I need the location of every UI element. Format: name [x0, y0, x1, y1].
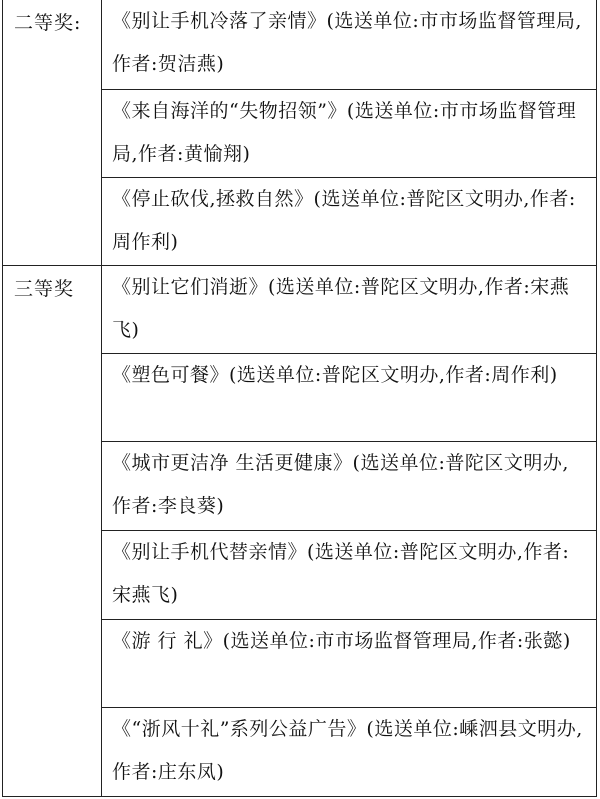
award-entry [102, 707, 597, 796]
award-entry [102, 265, 597, 353]
award-entry [102, 442, 597, 531]
award-entry [102, 531, 597, 619]
award-entry-text: 《停止砍伐,拯救自然》(选送单位:普陀区文明办,作者:周作利) [112, 187, 576, 253]
award-level-second [3, 0, 102, 265]
award-entry-text: 《来自海洋的“失物招领”》(选送单位:市市场监督管理局,作者:黄愉翔) [112, 99, 577, 165]
award-level-third [3, 265, 102, 796]
award-entry-text: 《塑色可餐》(选送单位:普陀区文明办,作者:周作利) [112, 364, 558, 387]
table-row [3, 265, 597, 353]
table-row [3, 0, 597, 89]
award-entry-text: 《别让手机代替亲情》(选送单位:普陀区文明办,作者:宋燕飞) [112, 541, 570, 607]
award-entry [102, 177, 597, 265]
award-level-label: 三等奖 [14, 277, 75, 300]
award-level-label: 二等奖: [14, 12, 82, 34]
award-entry-text: 《别让它们消逝》(选送单位:普陀区文明办,作者:宋燕飞) [112, 275, 570, 341]
award-entry [102, 619, 597, 707]
award-entry [102, 89, 597, 177]
award-entry-text: 《城市更洁净 生活更健康》(选送单位:普陀区文明办,作者:李良葵) [112, 452, 569, 518]
award-entry-text: 《游 行 礼》(选送单位:市市场监督管理局,作者:张懿) [112, 629, 571, 652]
award-entry [102, 0, 597, 89]
award-entry-text: 《别让手机冷落了亲情》(选送单位:市市场监督管理局,作者:贺洁燕) [112, 10, 582, 75]
awards-table [2, 0, 597, 797]
award-entry-text: 《“浙风十礼”系列公益广告》(选送单位:嵊泗县文明办,作者:庄东凤) [112, 717, 583, 783]
award-entry [102, 354, 597, 442]
